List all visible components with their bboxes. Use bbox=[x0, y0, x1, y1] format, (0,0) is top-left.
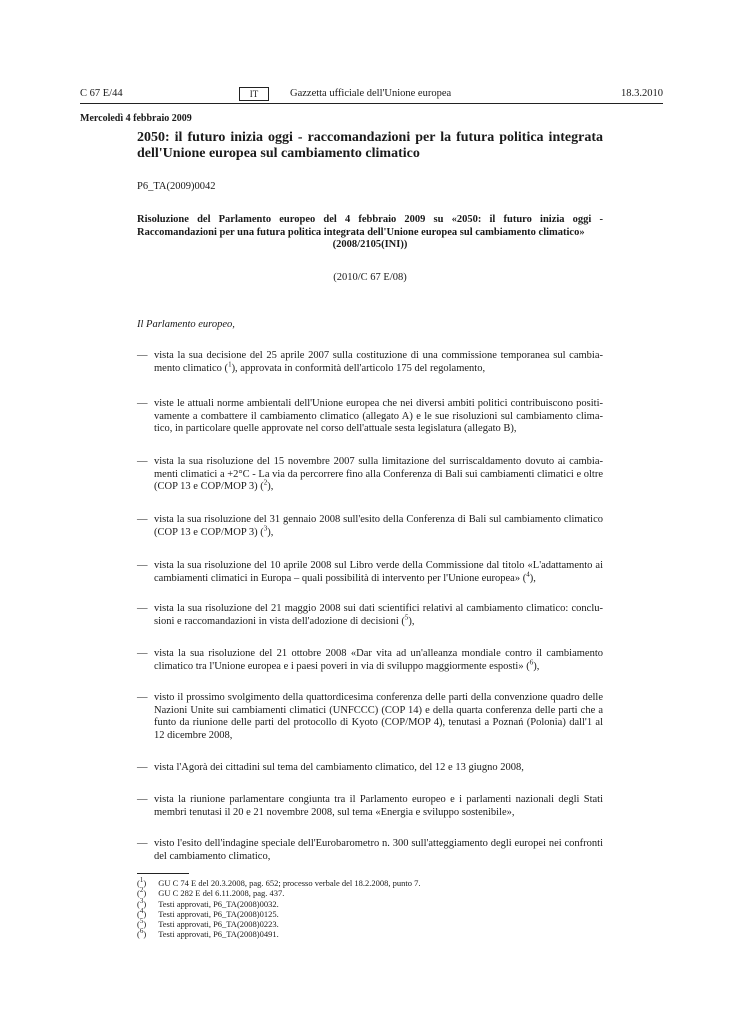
citation-dash: — bbox=[137, 456, 148, 467]
citation-6 bbox=[137, 603, 603, 628]
citation-text: viste le attuali norme ambientali dell'Unione europea che nei diversi ambiti politici contribuiscono positivamente a combattere il cambiamento climatico (allegato A) e le sue risoluzioni sul cambiamento climatico, in particolare quelle approvate nel corso dell'attuale sesta legislatura (allegato B), bbox=[154, 398, 603, 434]
citation-3 bbox=[137, 456, 603, 494]
citation-text: visto il prossimo svolgimento della quattordicesima conferenza delle parti della convenzione quadro delle Nazioni Unite sui cambiamenti climatici (UNFCCC) (COP 14) e della quarta conferenza delle parti che a funto da riunione delle parti del protocollo di Kyoto (COP/MOP 4), tenutasi a Poznań (Polonia) dall'1 al 12 dicembre 2008, bbox=[154, 692, 603, 741]
citation-text: visto l'esito dell'indagine speciale dell'Eurobarometro n. 300 sull'atteggiamento degli europei nei confronti del cambiamento climatico, bbox=[154, 838, 603, 862]
footnote-ref[interactable]: 1 bbox=[228, 360, 232, 368]
footnote-5: ($^5$) Testi approvati, P6_TA(2008)0223. bbox=[137, 917, 279, 930]
citation-text: vista la sua risoluzione del 10 aprile 2008 sul Libro verde della Commissione dal titolo «L'adattamento ai cambiamenti climatici in Europa – quali possibilità di intervento per l'Unione europea» ($^4$), bbox=[154, 560, 603, 584]
citation-dash: — bbox=[137, 514, 148, 525]
journal-name: Gazzetta ufficiale dell'Unione europea bbox=[290, 88, 452, 99]
footnote-4: ($^4$) Testi approvati, P6_TA(2008)0125. bbox=[137, 907, 279, 919]
citation-9 bbox=[137, 762, 603, 775]
citation-dash: — bbox=[137, 762, 148, 773]
citation-dash: — bbox=[137, 398, 148, 409]
citation-dash: — bbox=[137, 838, 148, 849]
citation-5 bbox=[137, 560, 603, 585]
document-title: 2050: il futuro inizia oggi - raccomandazioni per la futura politica integrata dell'Unione europea sul cambiamento climatico bbox=[137, 130, 603, 161]
footnote-ref[interactable]: 4 bbox=[526, 570, 530, 578]
citation-7 bbox=[137, 648, 603, 673]
citation-text: vista la sua decisione del 25 aprile 2007 sulla costituzione di una commissione temporanea sul cambiamento climatico ($^1$), approvata in conformità dell'articolo 175 del regolamento, bbox=[154, 350, 603, 374]
oj-page-reference: C 67 E/44 bbox=[80, 88, 123, 99]
citation-dash: — bbox=[137, 692, 148, 703]
publication-date: 18.3.2010 bbox=[621, 88, 663, 99]
footnote-ref[interactable]: 5 bbox=[404, 613, 409, 621]
citation-dash: — bbox=[137, 794, 148, 805]
citation-dash: — bbox=[137, 648, 148, 659]
footnote-rule bbox=[137, 873, 189, 874]
footnote-ref[interactable]: 6 bbox=[529, 658, 534, 666]
footnote-2: ($^2$) GU C 282 E del 6.11.2008, pag. 437. bbox=[137, 886, 285, 899]
citation-dash: — bbox=[137, 350, 148, 361]
language-code-box: IT bbox=[239, 87, 269, 101]
footnote-ref[interactable]: 2 bbox=[263, 478, 268, 487]
citation-text: vista la riunione parlamentare congiunta tra il Parlamento europeo e i parlamenti nazionali degli Stati membri tenutasi il 20 e 21 novembre 2008, sul tema «Energia e sviluppo sostenibile», bbox=[154, 794, 603, 818]
citation-4 bbox=[137, 514, 603, 539]
resolution-title bbox=[137, 214, 603, 252]
header-rule bbox=[80, 103, 663, 104]
document-reference: P6_TA(2009)0042 bbox=[137, 181, 216, 192]
footnote-1: ($^1$) GU C 74 E del 20.3.2008, pag. 652; processo verbale del 18.2.2008, punto 7. bbox=[137, 876, 421, 888]
footnote-3: ($^3$) Testi approvati, P6_TA(2008)0032. bbox=[137, 896, 279, 909]
citation-dash: — bbox=[137, 560, 148, 571]
running-header bbox=[80, 88, 663, 102]
citation-text: vista la sua risoluzione del 15 novembre 2007 sulla limitazione del surriscaldamento dovuto ai cambiamenti climatici a +2°C - La via da percorrere fino alla Conferenza di Bali sui cambiamenti climatici e oltre (COP 13 e COP/MOP 3) ($^2$), bbox=[154, 456, 603, 492]
citation-text: vista l'Agorà dei cittadini sul tema del cambiamento climatico, del 12 e 13 giugno 2008, bbox=[154, 762, 524, 773]
citation-10 bbox=[137, 794, 603, 819]
citation-dash: — bbox=[137, 603, 148, 614]
preamble-intro: Il Parlamento europeo, bbox=[137, 319, 235, 330]
citation-text: vista la sua risoluzione del 21 ottobre 2008 «Dar vita ad un'alleanza mondiale contro il cambiamento climatico tra l'Unione europea e i paesi poveri in via di sviluppo maggiormente esposti» ($^6$), bbox=[154, 648, 603, 672]
footnote-6: ($^6$) Testi approvati, P6_TA(2008)0491. bbox=[137, 927, 279, 940]
resolution-title-text: Risoluzione del Parlamento europeo del 4 febbraio 2009 su «2050: il futuro inizia oggi - Raccomandazioni per una futura politica integrata dell'Unione europea sul cambiamento climatico» bbox=[137, 214, 603, 238]
citation-8 bbox=[137, 692, 603, 742]
footnote-ref[interactable]: 3 bbox=[263, 524, 268, 532]
procedure-number: (2008/2105(INI)) bbox=[332, 239, 408, 250]
oj-reference: (2010/C 67 E/08) bbox=[333, 272, 407, 283]
citation-2 bbox=[137, 398, 603, 436]
sitting-date: Mercoledì 4 febbraio 2009 bbox=[80, 113, 192, 124]
footnotes bbox=[137, 878, 420, 940]
citation-11 bbox=[137, 838, 603, 863]
citation-text: vista la sua risoluzione del 21 maggio 2008 sui dati scientifici relativi al cambiamento climatico: conclusioni e raccomandazioni in vista dell'adozione di decisioni ($^5$), bbox=[154, 603, 603, 627]
citation-text: vista la sua risoluzione del 31 gennaio 2008 sull'esito della Conferenza di Bali sul cambiamento climatico (COP 13 e COP/MOP 3) ($^3$), bbox=[154, 514, 603, 538]
citation-1 bbox=[137, 350, 603, 375]
